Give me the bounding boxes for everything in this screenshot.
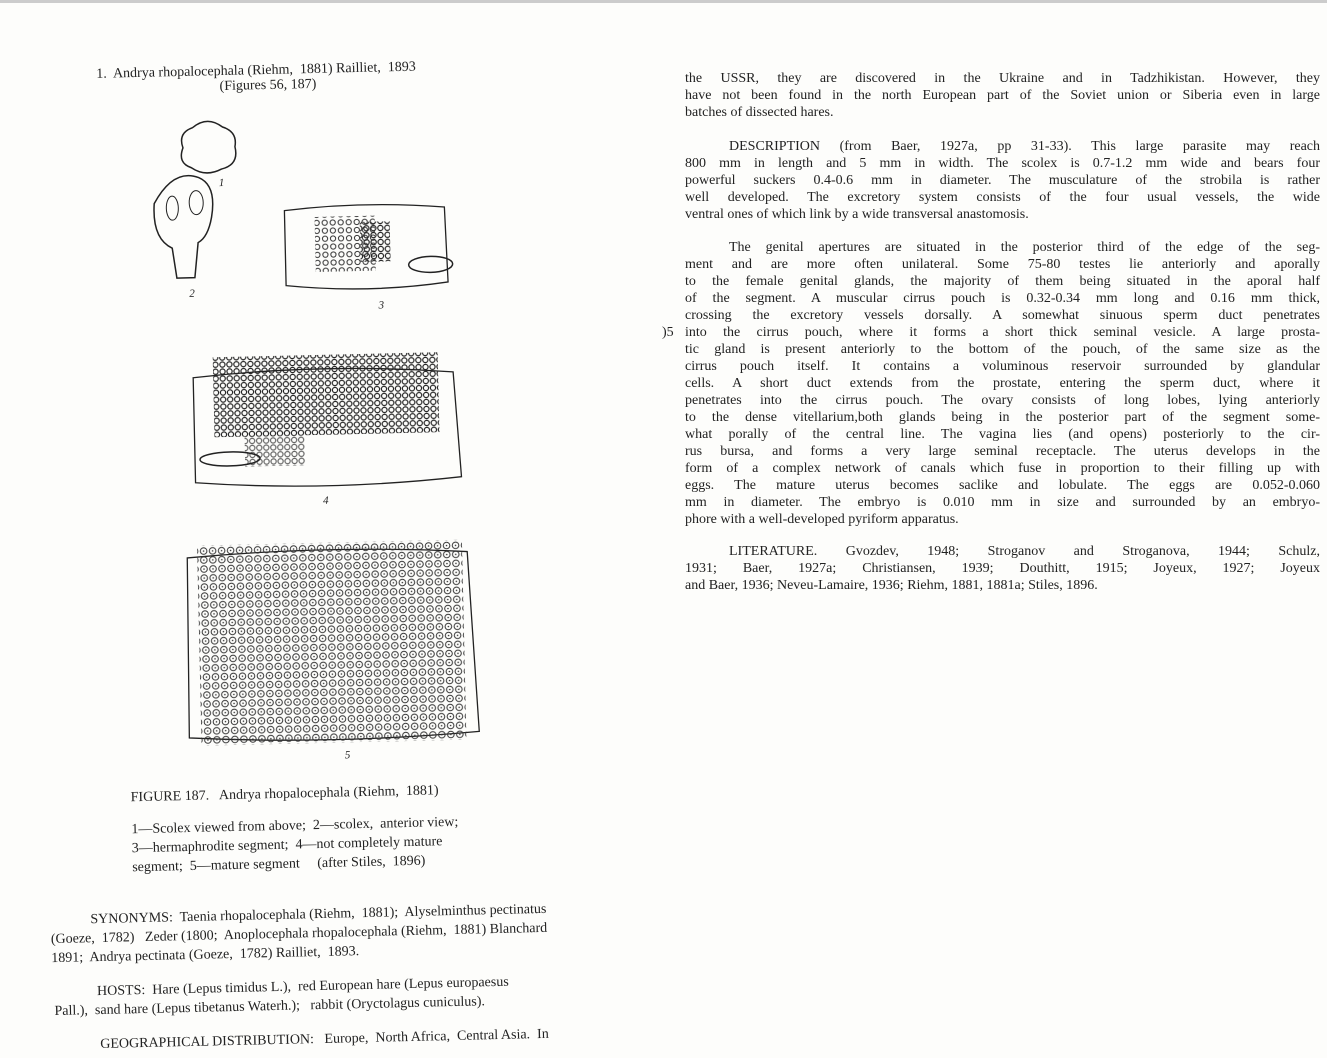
paragraph-line: batches of dissected hares. — [685, 105, 834, 120]
figure-caption-line: 1—Scolex viewed from above; 2—scolex, anterior view; — [131, 814, 459, 838]
paragraph-line: powerful suckers 0.4-0.6 mm in diameter. The musculature of the strobila is rather — [685, 173, 1320, 188]
paragraph-line: what porally of the central line. The vagina lies (and opens) posteriorly to the cir- — [685, 427, 1320, 442]
paragraph-line: The genital apertures are situated in the posterior third of the edge of the seg- — [729, 240, 1320, 255]
paragraph-line: LITERATURE. Gvozdev, 1948; Stroganov and Stroganova, 1944; Schulz, — [729, 544, 1320, 559]
paragraph-line: 1931; Baer, 1927a; Christiansen, 1939; Douthitt, 1915; Joyeux, 1927; Joyeux — [685, 561, 1320, 576]
margin-mark: )5 — [662, 325, 674, 340]
figure-caption-title: FIGURE 187. Andrya rhopalocephala (Riehm, 1881) — [130, 783, 439, 806]
figure-label: 3 — [378, 299, 385, 312]
paragraph-line: ment and are more often unilateral. Some 75-80 testes lie anteriorly and aporally — [685, 257, 1320, 272]
paragraph-line: rus bursa, and forms a very large seminal receptacle. The uterus develops in the — [685, 444, 1320, 459]
paragraph-line: of the segment. A muscular cirrus pouch is 0.32-0.34 mm long and 0.16 mm thick, — [685, 291, 1320, 306]
paragraph-line: phore with a well-developed pyriform apparatus. — [685, 512, 959, 527]
figure-5-mature-segment — [185, 539, 479, 746]
figure-2-scolex-side — [153, 175, 214, 279]
figure-4-immature-segment — [193, 352, 462, 489]
hosts-line: Pall.), sand hare (Lepus tibetanus Waterh.); rabbit (Oryctolagus cuniculus). — [54, 994, 486, 1020]
figure-label: 5 — [344, 749, 351, 762]
figures-reference: (Figures 56, 187) — [219, 76, 317, 95]
paragraph-line: crossing the excretory vessels dorsally. A somewhat sinuous sperm duct penetrates — [685, 308, 1320, 323]
paragraph-line: and Baer, 1936; Neveu-Lamaire, 1936; Riehm, 1881, 1881a; Stiles, 1896. — [685, 578, 1098, 593]
synonyms-line: SYNONYMS: Taenia rhopalocephala (Riehm, 1881); Alyselminthus pectinatus — [90, 901, 547, 928]
figure-label: 4 — [322, 494, 329, 507]
synonyms-line: 1891; Andrya pectinata (Goeze, 1782) Railliet, 1893. — [51, 944, 360, 967]
figure-caption-line: segment; 5—mature segment (after Stiles, 1896) — [132, 853, 426, 876]
paragraph-line: into the cirrus pouch, where it forms a short thick seminal vesicle. A large prosta- — [685, 325, 1320, 340]
paragraph-line: well developed. The excretory system consists of the four usual vessels, the wide — [685, 190, 1320, 205]
synonyms-line: (Goeze, 1782) Zeder (1800; Anoplocephala rhopalocephala (Riehm, 1881) Blanchard — [50, 920, 548, 948]
paragraph-line: the USSR, they are discovered in the Ukraine and in Tadzhikistan. However, they — [685, 71, 1320, 86]
paragraph-line: ventral ones of which link by a wide transversal anastomosis. — [685, 207, 1029, 222]
paragraph-line: eggs. The mature uterus becomes saclike and lobulate. The eggs are 0.052-0.060 — [685, 478, 1320, 493]
geographical-distribution: GEOGRAPHICAL DISTRIBUTION: Europe, North Africa, Central Asia. In — [100, 1026, 549, 1053]
figure-1-scolex-top — [181, 121, 237, 174]
paragraph-line: to the female genital glands, the majority of them being situated in the aporal half — [685, 274, 1320, 289]
paragraph-line: form of a complex network of canals which fuse in proportion to their filling up with — [685, 461, 1320, 476]
figure-label: 2 — [189, 287, 195, 300]
paragraph-line: cirrus pouch itself. It contains a voluminous reservoir surrounded by glandular — [685, 359, 1320, 374]
figure-3-hermaphrodite-segment — [284, 203, 453, 291]
paragraph-line: 800 mm in length and 5 mm in width. The scolex is 0.7-1.2 mm wide and bears four — [685, 156, 1320, 171]
paragraph-line: tic gland is present anteriorly to the bottom of the pouch, of the same size as the — [685, 342, 1320, 357]
paragraph-line: to the dense vitellarium,both glands being in the posterior part of the segment some- — [685, 410, 1320, 425]
hosts-line: HOSTS: Hare (Lepus timidus L.), red European hare (Lepus europaesus — [96, 974, 509, 1000]
paragraph-line: mm in diameter. The embryo is 0.010 mm in size and surrounded by an embryo- — [685, 495, 1320, 510]
paragraph-line: cells. A short duct extends from the prostate, entering the sperm duct, where it — [685, 376, 1320, 391]
figure-label: 1 — [218, 176, 225, 190]
species-heading: 1. Andrya rhopalocephala (Riehm, 1881) Railliet, 1893 — [96, 59, 416, 82]
figure-caption-line: 3—hermaphrodite segment; 4—not completely mature — [131, 834, 443, 857]
paragraph-line: DESCRIPTION (from Baer, 1927a, pp 31-33). This large parasite may reach — [729, 139, 1320, 154]
paragraph-line: penetrates into the cirrus pouch. The ovary consists of long lobes, lying anteriorly — [685, 393, 1320, 408]
paragraph-line: have not been found in the north European part of the Soviet union or Siberia even in large — [685, 88, 1320, 103]
